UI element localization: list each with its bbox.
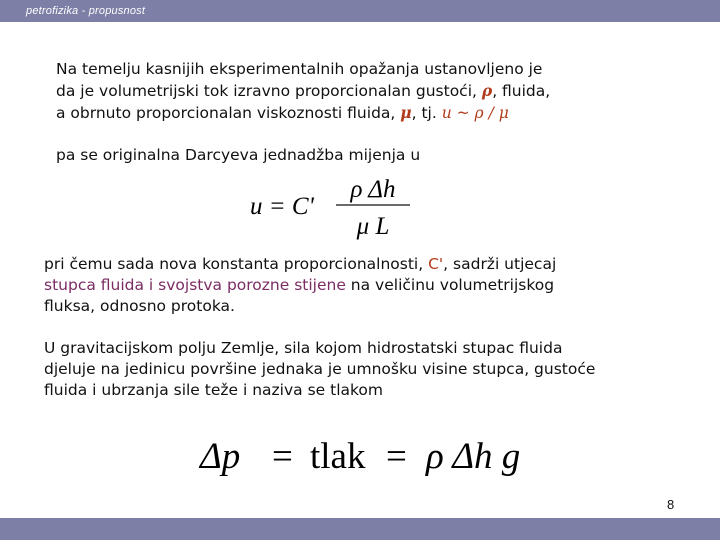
equation-numerator: ρ Δh: [350, 176, 396, 203]
equation-denominator: μ L: [356, 213, 390, 240]
paragraph-pressure-line3: fluida i ubrzanja sile teže i naziva se tlakom: [44, 381, 384, 399]
footer-bar: [0, 518, 720, 540]
modified-darcy-equation: [248, 170, 418, 246]
paragraph-constant-line1: [44, 254, 694, 275]
pressure-equation: [198, 430, 538, 482]
paragraph-pressure: [44, 338, 694, 401]
highlighted-phrase: stupca fluida i svojstva porozne stijene: [44, 276, 346, 294]
mu-symbol: μ: [400, 103, 412, 122]
proportionality-relation: u ~ ρ / μ: [441, 104, 509, 122]
paragraph-darcy-intro: pa se originalna Darcyeva jednadžba mijenja u: [56, 146, 421, 164]
text-fragment: a obrnuto proporcionalan viskoznosti fluida,: [56, 104, 401, 122]
header-bar: [0, 0, 720, 22]
text-fragment: , tj.: [411, 104, 442, 122]
text-fragment: pri čemu sada nova konstanta proporcionalnosti,: [44, 255, 429, 273]
rho-symbol: ρ: [481, 81, 493, 100]
text-fragment: da je volumetrijski tok izravno proporcionalan gustoći,: [56, 82, 482, 100]
equals-sign: =: [272, 436, 293, 477]
constant-symbol: C': [428, 255, 444, 273]
paragraph-intro-line2: [56, 80, 696, 102]
pressure-lhs: Δp: [200, 436, 241, 477]
text-fragment: na veličinu volumetrijskog: [345, 276, 555, 294]
paragraph-intro: [56, 59, 696, 124]
equation-lhs: u = C': [250, 193, 314, 220]
header-title: petrofizika - propusnost: [26, 5, 146, 17]
paragraph-intro-line3: [56, 102, 696, 124]
text-fragment: , sadrži utjecaj: [443, 255, 557, 273]
paragraph-constant: [44, 254, 694, 317]
page-number: 8: [667, 497, 675, 512]
equals-sign: =: [386, 436, 407, 477]
paragraph-intro-line1: Na temelju kasnijih eksperimentalnih opažanja ustanovljeno je: [56, 60, 543, 78]
paragraph-constant-line2: [44, 275, 694, 296]
paragraph-pressure-line1: U gravitacijskom polju Zemlje, sila kojom hidrostatski stupac fluida: [44, 339, 563, 357]
paragraph-constant-line3: fluksa, odnosno protoka.: [44, 297, 235, 315]
paragraph-pressure-line2: djeluje na jedinicu površine jednaka je umnošku visine stupca, gustoće: [44, 360, 596, 378]
pressure-word: tlak: [310, 436, 366, 477]
text-fragment: , fluida,: [492, 82, 551, 100]
pressure-rhs: ρ Δh g: [426, 436, 521, 477]
